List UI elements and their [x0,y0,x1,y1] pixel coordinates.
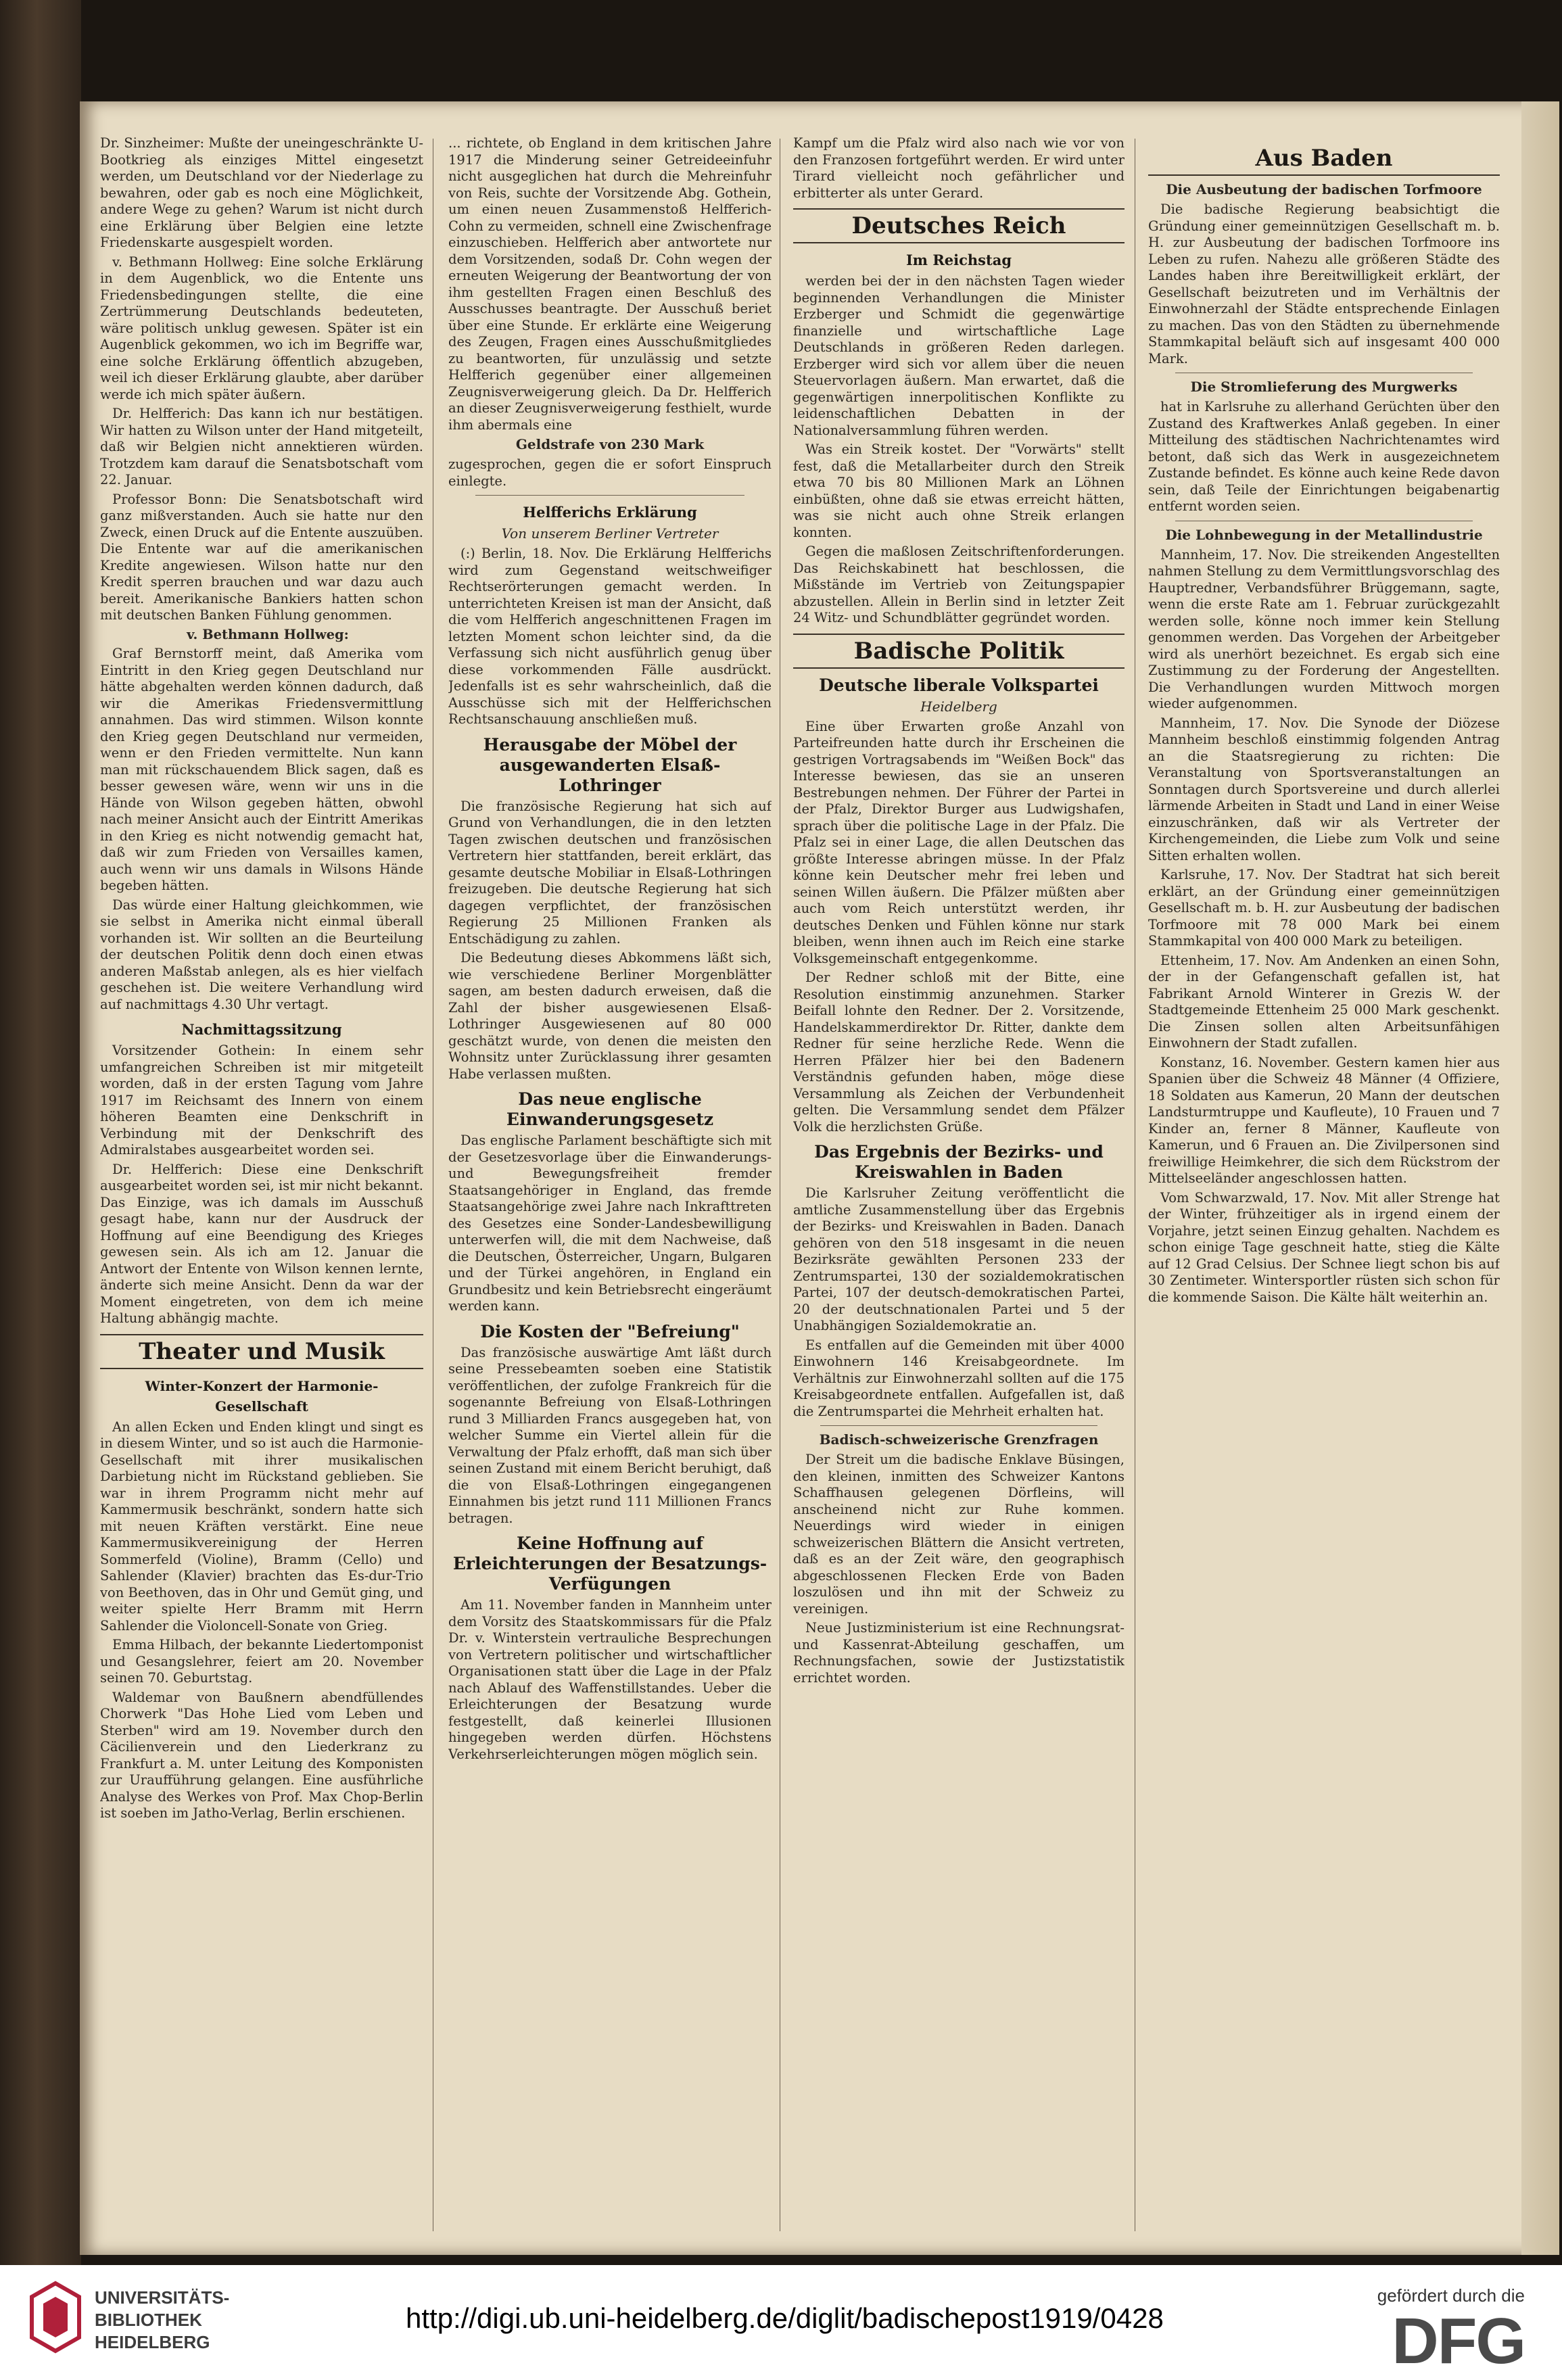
liberal-party-heading: Deutsche liberale Volkspartei [819,675,1099,695]
heidelberg-dateline: Heidelberg [920,698,997,715]
moebel-heading: Herausgabe der Möbel der ausgewanderten Elsaß-Lothringer [483,734,737,795]
col1-paragraph: Dr. Helfferich: Diese eine Denkschrift ausgearbeitet worden sei, ist mir nicht bekannt. Das Einzige, was ich damals im Ausschuß gesagt habe, kann nur der Ausdruck der Hoffnung auf eine Beendigung des Krieges gewesen sein. Als ich am 12. Januar die Antwort der Entente von Wilson kennen lernte, änderte sich meine Ansicht. Denn da war der Moment eingetreten, von dem ich meine Haltung abhängig machte. [100,1161,423,1326]
col3-paragraph: Kampf um die Pfalz wird also nach wie vor von den Franzosen fortgeführt werden. Er wird unter Tirard vielleicht noch gefährlicher und erbitterter als unter Gerard. [793,135,1125,201]
col1-paragraph: Dr. Sinzheimer: Mußte der uneingeschränkte U-Bootkrieg als einziges Mittel eingesetzt werden, um Deutschland vor der Niederlage zu bewahren, oder gab es noch eine Möglichkeit, andere Wege zu gehen? Warum ist nicht durch eine Erklärung über Belgien eine letzte Friedenskarte ausgespielt worden. [100,135,423,250]
col3-paragraph: werden bei der in den nächsten Tagen wieder beginnenden Verhandlungen die Minister Erzberger und Schmidt die gegenwärtige finanzielle und wirtschaftliche Lage Deutschlands in größeren Reden darlegen. Erzberger wird sich vor allem über die neuen Steuervorlagen äußern. Man erwartet, daß die gegenwärtigen innerpolitischen Konflikte zu leidenschaftlichen Debatten in der Nationalversammlung führen werden. [793,273,1125,438]
dfg-logo: DFG [1392,2305,1525,2377]
col4-paragraph: Ettenheim, 17. Nov. Am Andenken an einen Sohn, der in der Gefangenschaft gefallen ist, hat Fabrikant Arnold Winterer in Grezis W. der Stadtgemeinde Ettenheim 25 000 Mark geschenkt. Die Zinsen sollen alten Arbeitsunfähigen Einwohnern der Stadt zufallen. [1148,952,1500,1051]
document-url[interactable]: http://digi.ub.uni-heidelberg.de/diglit/badischepost1919/0428 [406,2302,1164,2334]
wahlen-heading: Das Ergebnis der Bezirks- und Kreiswahlen in Baden [814,1142,1104,1182]
divider [820,1425,1097,1426]
col1-paragraph: v. Bethmann Hollweg: Eine solche Erklärung in dem Augenblick, wo die Entente uns Friedensbedingungen stellte, die eine Zertrümmerung Deutschlands bedeuteten, wäre politisch unklug gewesen. Später ist ein Augenblick gekommen, wo ich im Begriffe war, eine solche Erklärung öffentlich abzugeben, weil ich dieser Erklärung glaubte, aber darüber werde ich mich später äußern. [100,254,423,402]
column-4 [1148,135,1500,2241]
newspaper-page [80,101,1559,2255]
col2-paragraph: Das englische Parlament beschäftigte sich mit der Gesetzesvorlage über die Einwanderungs- und Bewegungsfreiheit fremder Staatsangehöriger in England, das fremde Staatsangehörige zwei Jahre nach Inkrafttreten des Gesetzes eine Sonder-Landesbewilligung unterwerfen will, die mit dem Nachweise, daß die Deutschen, Österreicher, Ungarn, Bulgaren und der Türkei angehören, in England ein Grundbesitz und kein Betriebsrecht eingeräumt werden kann. [448,1133,772,1314]
keine-hoffnung-heading: Keine Hoffnung auf Erleichterungen der Besatzungs-Verfügungen [452,1533,767,1594]
col4-paragraph: Die badische Regierung beabsichtigt die Gründung einer gemeinnützigen Gesellschaft m. b. H. zur Ausbeutung der badischen Torfmoore ins Leben zu rufen. Nahezu alle größeren Städte des Landes haben ihre Bereitwilligkeit erklärt, der Gesellschaft beizutreten und im Verhältnis der Einwohnerzahl der Städte entsprechende Einlagen zu machen. Das von den Städten zu übernehmende Stammkapital beläuft sich auf insgesamt 400 000 Mark. [1148,201,1500,366]
col2-paragraph: Das französische auswärtige Amt läßt durch seine Pressebeamten soeben eine Statistik veröffentlichen, der zufolge Frankreich für die sogenannte Befreiung von Elsaß-Lothringen rund 3 Milliarden Francs ausgegeben hat, von welcher Summe ein Viertel allein für die Verwaltung der Pfalz erhofft, daß man sich über seinen Zustand mit einem Bericht beruhigt, daß die von Elsaß-Lothringen eingegangenen Einnahmen bis jetzt rund 111 Millionen Francs betragen. [448,1344,772,1526]
column-3 [793,135,1125,2241]
col3-paragraph: Neue Justizministerium ist eine Rechnungsrat- und Kassenrat-Abteilung geschaffen, um Rechnungsfachen, sowie der Justizstatistik errichtet worden. [793,1620,1125,1686]
lohnbewegung-heading: Die Lohnbewegung in der Metallindustrie [1165,526,1483,543]
col1-paragraph: An allen Ecken und Enden klingt und singt es in diesem Winter, und so ist auch die Harmonie-Gesellschaft mit ihrer musikalischen Darbietung nicht im Rückstand geblieben. Sie war in ihrem Programm nicht mehr auf Kammermusik beschränkt, sondern hatte sich mit neuen Kräften verstärkt. Eine neue Kammermusikvereinigung der Herren Sommerfeld (Violine), Bramm (Cello) und Sahlender (Klavier) brachten das Es-dur-Trio von Beethoven, das in Ohr und Gemüt ging, und weiter spielte Herr Bramm mit Herrn Sahlender die Violoncell-Sonate von Grieg. [100,1419,423,1634]
col1-paragraph: Vorsitzender Gothein: In einem sehr umfangreichen Schreiben ist mir mitgeteilt worden, daß in der ersten Tagung vom Jahre 1917 im Reichsamt des Innern von einem höheren Beamten eine Denkschrift in Verbindung mit der Denkschrift des Admiralstabes ausgearbeitet worden sei. [100,1043,423,1158]
col3-paragraph: Eine über Erwarten große Anzahl von Parteifreunden hatte durch ihr Erscheinen die gestrigen Vortragsabends im "Weißen Bock" das Interesse bewiesen, das sie an unseren Bestrebungen nehmen. Der Führer der Partei in der Pfalz, Direktor Burger aus Ludwigshafen, sprach über die politische Lage in der Pfalz. Die Pfalz sei in einer Lage, die allen Deutschen das größte Interesse abringen müsse. In der Pfalz könne kein Deutscher mehr frei leben und seinen Willen äußern. Die Pfälzer müßten aber auch vom Reich unterstützt werden, ihr deutsches Denken und Fühlen könne nur stark bleiben, wenn ihnen auch im Reich eine starke Volksgemeinschaft entgegenkomme. [793,718,1125,966]
column-2 [448,135,772,2241]
section-deutsches-reich: Deutsches Reich [793,208,1125,243]
col3-paragraph: Die Karlsruher Zeitung veröffentlicht die amtliche Zusammenstellung über das Ergebnis der Bezirks- und Kreiswahlen in Baden. Danach gehören von den 518 insgesamt in die neuen Bezirksräte gewählten Personen 233 der Zentrumspartei, 130 der sozialdemokratischen Partei, 107 der deutsch-demokratischen Partei, 20 der deutschnationalen Partei und 5 der Unabhängigen Sozialdemokratie an. [793,1185,1125,1333]
col3-paragraph: Der Redner schloß mit der Bitte, eine Resolution einstimmig anzunehmen. Starker Beifall lohnte den Redner. Der 2. Vorsitzende, Handelskammerdirektor Dr. Ritter, dankte dem Redner für seine herzliche Rede. Wenn die Herren Pfälzer hier bei den Badenern Verständnis gefunden haben, möge diese Versammlung als Zeichen der Verbundenheit gelten. Die Versammlung sendet dem Pfälzer Volk die herzlichsten Grüße. [793,970,1125,1135]
section-theater-musik: Theater und Musik [100,1334,423,1369]
torfmoore-heading: Die Ausbeutung der badischen Torfmoore [1166,181,1482,197]
col3-paragraph: Was ein Streik kostet. Der "Vorwärts" stellt fest, daß die Metallarbeiter durch den Streik etwa 70 bis 80 Millionen Mark an Löhnen einbüßten, ohne daß sie etwas erreicht hätten, was sie nicht auch ohne Streik erlangen konnten. [793,442,1125,540]
col4-paragraph: Karlsruhe, 17. Nov. Der Stadtrat hat sich bereit erklärt, an der Gründung einer gemeinnützigen Gesellschaft m. b. H. zur Ausbeutung der badischen Torfmoore mit 78 000 Mark bei einem Stammkapital von 400 000 Mark zu beteiligen. [1148,867,1500,949]
col1-paragraph: Emma Hilbach, der bekannte Liedertomponist und Gesangslehrer, feiert am 20. November seinen 70. Geburtstag. [100,1637,423,1686]
col2-paragraph: Die Bedeutung dieses Abkommens läßt sich, wie verschiedene Berliner Morgenblätter sagen, am besten dadurch erweisen, daß die Zahl der bisher ausgewiesenen Elsaß-Lothringer Ausgewiesenen auf 80 000 geschätzt wurde, von denen die meisten den Wohnsitz unter Zurücklassung ihrer gesamten Habe verlassen mußten. [448,950,772,1082]
section-aus-baden: Aus Baden [1148,142,1500,176]
col1-paragraph: v. Bethmann Hollweg: [187,626,349,642]
col2-paragraph: (:) Berlin, 18. Nov. Die Erklärung Helfferichs wird zum Gegenstand weitschweifiger Rechtserörterungen gemacht werden. In unterrichteten Kreisen ist man der Ansicht, daß die vom Helfferich angeschnittenen Fragen im letzten Moment schon leichter sind, da die Verfassung sich nicht ausführlich genug über diese vorkommenden Fälle ausdrückt. Jedenfalls ist es sehr wahrscheinlich, daß die Ausschüsse sich mit der Helfferichschen Rechtsanschauung anschließen muß. [448,546,772,727]
next-page-edge [1521,101,1559,2255]
col3-paragraph: Gegen die maßlosen Zeitschriftenforderungen. Das Reichskabinett hat beschlossen, die Mißstände im Vertrieb von Zeitungspapier abzustellen. Allein in Berlin sind in letzter Zeit 24 Witz- und Schundblätter gegründet worden. [793,544,1125,625]
murgwerk-heading: Die Stromlieferung des Murgwerks [1190,379,1458,395]
reichstag-heading: Im Reichstag [905,252,1012,268]
col1-paragraph: Dr. Helfferich: Das kann ich nur bestätigen. Wir hatten zu Wilson unter der Hand mitgeteilt, daß wir Belgien nicht annektieren würden. Trotzdem kam darauf die Senatsbotschaft vom 22. Januar. [100,406,423,487]
col4-paragraph: Vom Schwarzwald, 17. Nov. Mit aller Strenge hat der Winter, frühzeitiger als in irgend einem der Vorjahre, jetzt seinen Einzug gehalten. Nachdem es schon einige Tage geschneit hatte, stieg die Kälte auf 12 Grad Celsius. Der Schnee liegt schon bis auf 30 Zentimeter. Wintersportler rüsten sich schon für die kommende Saison. Die Kälte hält weiterhin an. [1148,1189,1500,1305]
col3-paragraph: Der Streit um die badische Enklave Büsingen, den kleinen, inmitten des Schweizer Kantons Schaffhausen gelegenen Dörfleins, will anscheinend nicht zur Ruhe kommen. Neuerdings wird wieder in einigen schweizerischen Blättern die Ansicht vertreten, daß es an der Zeit wäre, den geographisch abgeschlossenen Flecken Erde von Baden loszulösen und ihn mit der Schweiz zu vereinigen. [793,1452,1125,1617]
divider [475,495,744,496]
viewer-footer [0,2265,1562,2380]
column-1 [100,135,423,2241]
funder-caption: gefördert durch die [1377,2285,1525,2306]
section-badische-politik: Badische Politik [793,634,1125,669]
einwanderung-heading: Das neue englische Einwanderungsgesetz [506,1089,714,1129]
helfferich-subheading: Von unserem Berliner Vertreter [501,525,719,542]
winter-concert-heading: Winter-Konzert der Harmonie-Gesellschaft [145,1377,379,1414]
col2-paragraph: Am 11. November fanden in Mannheim unter dem Vorsitz des Staatskommissars für die Pfalz Dr. v. Winterstein vertrauliche Besprechungen von Vertretern politischer und wirtschaftlicher Organisationen statt über die Lage in der Pfalz nach Ablauf des Waffenstillstandes. Ueber die Erleichterungen der Besatzung wurde festgestellt, daß keinerlei Illusionen hingegeben werden dürfen. Höchstens Verkehrserleichterungen mögen möglich sein. [448,1597,772,1762]
col4-paragraph: Konstanz, 16. November. Gestern kamen hier aus Spanien über die Schweiz 48 Männer (4 Offiziere, 18 Soldaten aus Kamerun, 20 Mann der deutschen Landsturmtruppe und Kaufleute), 10 Frauen und 7 Kinder an, ferner 8 Männer, Kaufleute von Kamerun, und 6 Frauen an. Die Zivilpersonen sind freiwillige Heimkehrer, die sich dem Rückstrom der Mittelseeländer angeschlossen hatten. [1148,1054,1500,1186]
col4-paragraph: Mannheim, 17. Nov. Die streikenden Angestellten nahmen Stellung zu dem Vermittlungsvorschlag des Hauptredner, Verbandsführer Brüggemann, sagte, wenn die erste Rate am 1. Februar zurückgezahlt werden solle, könne noch immer kein Stellung genommen werden. Das Vorgehen der Arbeitgeber wird als unerhört bezeichnet. Es ergab sich eine Zustimmung zu der Forderung der Angestellten. Die Verhandlungen wurden Mittwoch morgen wieder aufgenommen. [1148,546,1500,711]
kosten-heading: Die Kosten der "Befreiung" [480,1321,740,1341]
helfferich-heading: Helfferichs Erklärung [523,504,697,521]
col1-paragraph: Waldemar von Baußnern abendfüllendes Chorwerk "Das Hohe Lied vom Leben und Sterben" wird am 19. November durch den Cäcilienverein und den Liederkranz zu Frankfurt a. M. unter Leitung des Komponisten zur Uraufführung gelangen. Eine ausführliche Analyse des Werkes von Prof. Max Chop-Berlin ist soeben im Jatho-Verlag, Berlin erschienen. [100,1689,423,1821]
library-logo-icon [28,2280,82,2354]
library-logo-text: UNIVERSITÄTS- BIBLIOTHEK HEIDELBERG [95,2287,230,2352]
col4-paragraph: Mannheim, 17. Nov. Die Synode der Diözese Mannheim beschloß einstimmig folgenden Antrag an die Staatsregierung zu richten: Die Veranstaltung von Sportsveranstaltungen an Sonntagen durch Sportsvereine und durch allerlei lärmende Arbeiten in Stadt und Land in einer Weise einzuschränken, daß wir als Vertreter der Kirchengemeinden, die Liebe zum Volk und seine Sitten erhalten wollen. [1148,715,1500,863]
col2-paragraph: ... richtete, ob England in dem kritischen Jahre 1917 die Minderung seiner Getreideeinfuhr nicht ausgeglichen hat durch die Mehreinfuhr von Reis, suchte der Vorsitzende Abg. Gothein, um einen neuen Zusammenstoß Helfferich-Cohn zu vermeiden, schnell eine Zwischenfrage einzuschieben. Helfferich aber antwortete nur dem Vorsitzenden, sodaß Dr. Cohn wegen der erneuten Weigerung der Beantwortung der von ihm gestellten Fragen einen Beschluß des Ausschusses beantragte. Der Ausschuß beriet über eine Stunde. Er erklärte eine Weigerung des Zeugen, Fragen eines Ausschußmitgliedes zu beantworten, für unzulässig und setzte Helfferich gegenüber einer allgemeinen Zeugnisverweigerung gleich. Da Dr. Helfferich an dieser Zeugnisverweigerung festhielt, wurde ihm abermals eine [448,135,772,433]
book-binding [0,0,81,2265]
col3-paragraph: Es entfallen auf die Gemeinden mit über 4000 Einwohnern 146 Kreisabgeordnete. Im Verhältnis zur Einwohnerzahl sollten auf die 175 Kreisabgeordnete entfallen. Aufgefallen ist, daß die Zentrumspartei die Mehrheit erhalten hat. [793,1337,1125,1419]
col2-paragraph: Die französische Regierung hat sich auf Grund von Verhandlungen, die in den letzten Tagen zwischen deutschen und französischen Vertretern hier stattfanden, bereit erklärt, das gesamte deutsche Mobiliar in Elsaß-Lothringen freizugeben. Die deutsche Regierung hat sich dagegen verpflichtet, der französischen Regierung 25 Millionen Franken als Entschädigung zu zahlen. [448,798,772,947]
grenzfragen-heading: Badisch-schweizerische Grenzfragen [819,1431,1099,1448]
col2-paragraph: zugesprochen, gegen die er sofort Einspruch einlegte. [448,456,772,489]
col1-paragraph: Graf Bernstorff meint, daß Amerika vom Eintritt in den Krieg gegen Deutschland nur hätte abgehalten werden können dadurch, daß wir die Amerikas Friedensvermittlung annahmen. Das wird stimmen. Wilson konnte den Krieg gegen Deutschland nur vermeiden, wenn er den Frieden vermittelte. Nun kann man mit rückschauendem Blick sagen, daß es besser gewesen wäre, wenn wir uns in die Hände von Wilson gegeben hätten, obwohl nach meiner Ansicht auch der Eintritt Amerikas in den Krieg es nicht notwendig gemacht hat, daß wir zum Frieden von Versailles kamen, auch wenn wir uns damals in Wilsons Hände begeben hätten. [100,646,423,893]
fine-heading: Geldstrafe von 230 Mark [515,436,705,452]
col4-paragraph: hat in Karlsruhe zu allerhand Gerüchten über den Zustand des Kraftwerkes Anlaß gegeben. In einer Mitteilung des städtischen Nachrichtenamtes wird betont, daß sich das Werk in ausgezeichnetem Zustande befindet. Es könne auch keine Rede davon sein, daß Teile der Einrichtungen beigabenartig entfernt worden seien. [1148,399,1500,514]
afternoon-session-heading: Nachmittagssitzung [181,1021,342,1038]
col1-paragraph: Das würde einer Haltung gleichkommen, wie sie selbst in Amerika nicht einmal überall vorhanden ist. Wir sollten an die Beurteilung der deutschen Politik denn doch einen etwas anderen Maßstab anlegen, als es hier vielfach geschehen ist. Die weitere Verhandlung wird auf nachmittags 4.30 Uhr vertagt. [100,897,423,1012]
col1-paragraph: Professor Bonn: Die Senatsbotschaft wird ganz mißverstanden. Auch sie hatte nur den Zweck, einen Druck auf die Entente auszuüben. Die Entente war auf die amerikanischen Kredite angewiesen. Wilson hatte nur den Kredit sperren brauchen und war dazu auch bereit. Amerikanische Bankiers hatten schon mit deutschen Banken Fühlung genommen. [100,491,423,623]
